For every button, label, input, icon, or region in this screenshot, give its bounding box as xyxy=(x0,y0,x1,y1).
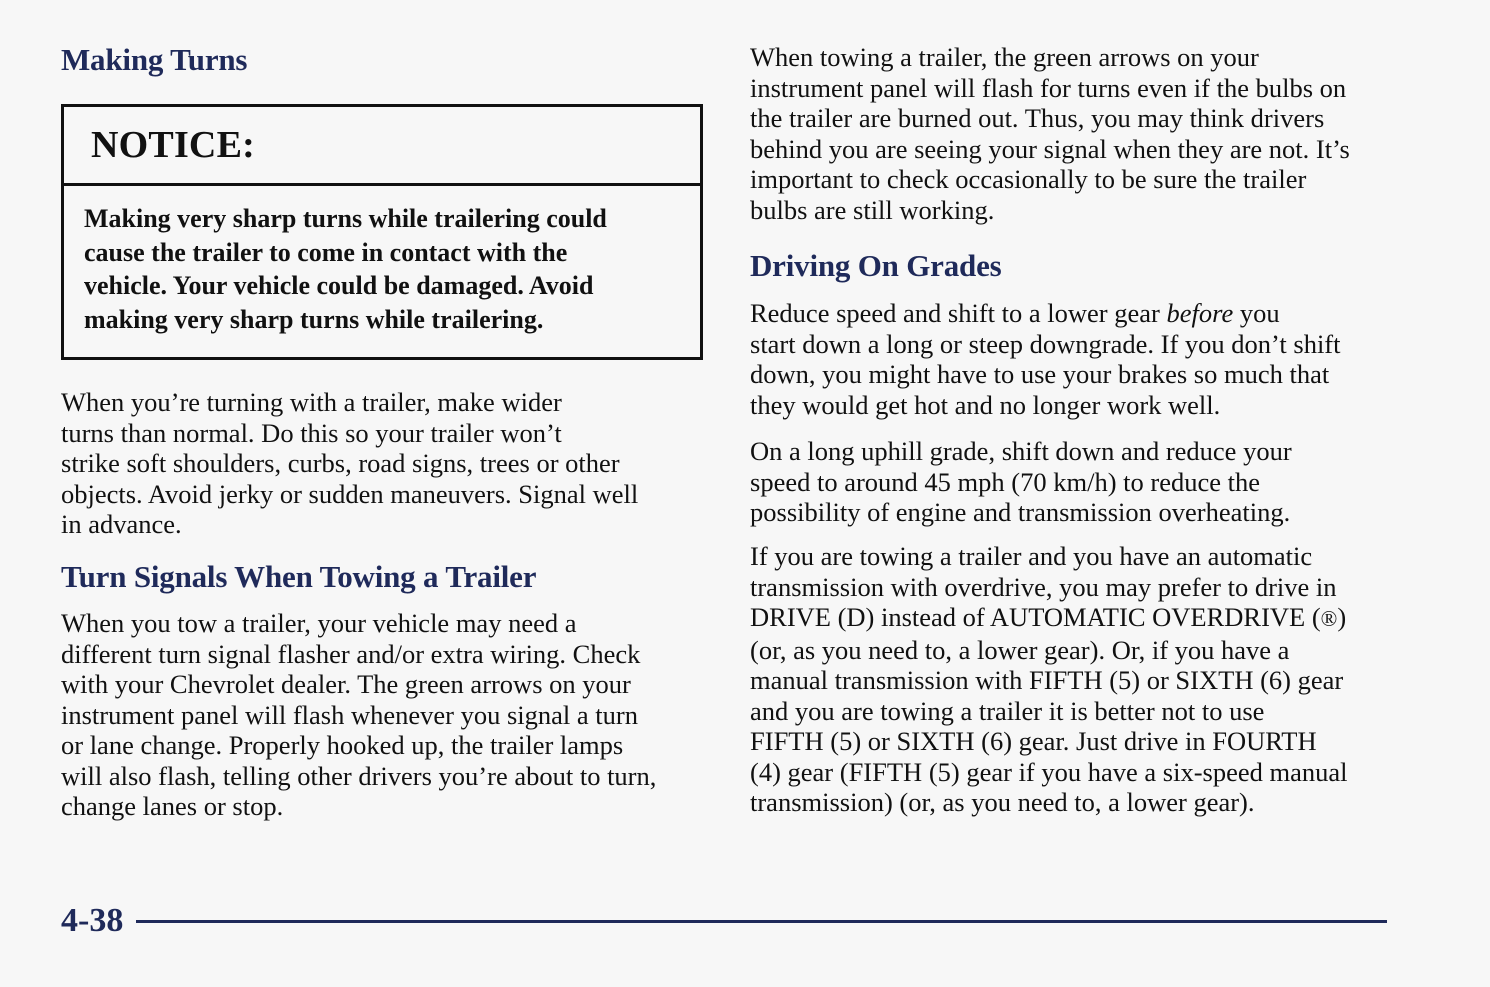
text-line: transmission) (or, as you need to, a lower gear). xyxy=(750,787,1255,817)
text-line: different turn signal flasher and/or extra wiring. Check xyxy=(61,638,641,669)
text-segment: Reduce speed and shift to a lower gear xyxy=(750,298,1167,328)
text-line: (4) gear (FIFTH (5) gear if you have a six-speed manual xyxy=(750,756,1348,787)
text-line: strike soft shoulders, curbs, road signs, trees or other xyxy=(61,448,620,478)
overdrive-paragraph xyxy=(750,541,1348,818)
notice-body xyxy=(64,186,700,336)
notice-line: Making very sharp turns while trailering could xyxy=(84,204,607,233)
text-line: will also flash, telling other drivers you’re about to turn, xyxy=(61,760,657,791)
text-line: transmission with overdrive, you may prefer to drive in xyxy=(750,571,1337,602)
text-segment: DRIVE (D) instead of AUTOMATIC OVERDRIVE ( xyxy=(750,602,1321,632)
turning-paragraph xyxy=(61,387,638,540)
text-line: FIFTH (5) or SIXTH (6) gear. Just drive in FOURTH xyxy=(750,726,1317,756)
text-line: the trailer are burned out. Thus, you may think drivers xyxy=(750,103,1325,133)
towing-paragraph xyxy=(61,608,656,822)
text-line: If you are towing a trailer and you have an automatic xyxy=(750,541,1313,571)
uphill-grade-paragraph xyxy=(750,436,1292,528)
page-footer xyxy=(61,900,1387,946)
text-line: down, you might have to use your brakes so much that xyxy=(750,359,1330,389)
text-segment: you xyxy=(1233,298,1280,328)
text-line: speed to around 45 mph (70 km/h) to reduce the xyxy=(750,466,1260,497)
notice-line: making very sharp turns while trailering. xyxy=(84,304,544,334)
text-line: When you tow a trailer, your vehicle may need a xyxy=(61,608,577,638)
text-line: in advance. xyxy=(61,509,182,539)
trailer-flash-paragraph xyxy=(750,42,1350,225)
text-line: with your Chevrolet dealer. The green arrows on your xyxy=(61,669,631,699)
notice-line: cause the trailer to come in contact with the xyxy=(84,237,568,267)
making-turns-heading: Making Turns xyxy=(61,42,248,77)
text-line xyxy=(750,298,1341,329)
driving-on-grades-heading: Driving On Grades xyxy=(750,248,1002,283)
text-line: manual transmission with FIFTH (5) or SIXTH (6) gear xyxy=(750,665,1344,695)
text-line: When towing a trailer, the green arrows on your xyxy=(750,42,1259,72)
turn-signals-heading: Turn Signals When Towing a Trailer xyxy=(61,559,537,594)
notice-title: NOTICE: xyxy=(91,124,255,166)
text-line: possibility of engine and transmission overheating. xyxy=(750,497,1291,527)
text-line: they would get hot and no longer work well. xyxy=(750,389,1221,420)
text-line: instrument panel will flash whenever you signal a turn xyxy=(61,699,638,730)
text-line: When you’re turning with a trailer, make wider xyxy=(61,387,562,417)
text-line: change lanes or stop. xyxy=(61,791,284,821)
reduce-speed-paragraph xyxy=(750,298,1341,420)
text-segment: ) xyxy=(1337,602,1347,632)
text-line: bulbs are still working. xyxy=(750,194,995,225)
notice-line: vehicle. Your vehicle could be damaged. Avoid xyxy=(84,271,594,300)
overdrive-icon: ® xyxy=(1320,606,1338,631)
text-line xyxy=(750,602,1348,635)
text-line: instrument panel will flash for turns even if the bulbs on xyxy=(750,72,1347,103)
text-line: On a long uphill grade, shift down and reduce your xyxy=(750,436,1292,466)
text-line: important to check occasionally to be sure the trailer xyxy=(750,164,1307,194)
footer-rule xyxy=(136,920,1387,923)
emphasis-before: before xyxy=(1166,298,1234,328)
notice-header xyxy=(64,107,700,186)
text-line: and you are towing a trailer it is better not to use xyxy=(750,695,1265,726)
text-line: or lane change. Properly hooked up, the trailer lamps xyxy=(61,730,624,760)
text-line: behind you are seeing your signal when they are not. It’s xyxy=(750,133,1350,164)
text-line: turns than normal. Do this so your trailer won’t xyxy=(61,417,562,448)
text-line: objects. Avoid jerky or sudden maneuvers. Signal well xyxy=(61,478,639,509)
notice-box xyxy=(61,104,703,360)
text-line: (or, as you need to, a lower gear). Or, if you have a xyxy=(750,634,1290,665)
text-line: start down a long or steep downgrade. If you don’t shift xyxy=(750,328,1341,359)
page-number: 4-38 xyxy=(61,902,124,939)
